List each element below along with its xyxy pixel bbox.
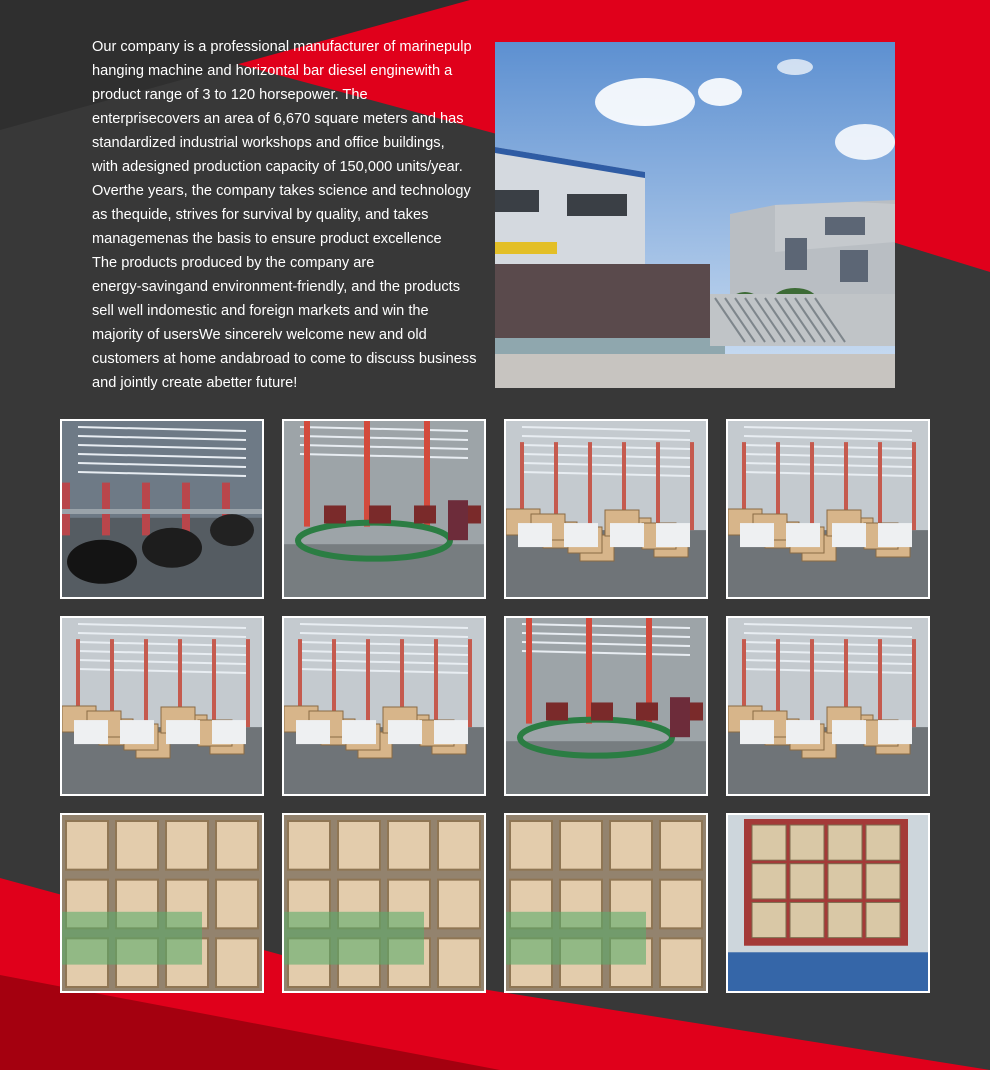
building-photo [60, 419, 264, 599]
company-intro-text [92, 35, 492, 395]
container-photo [726, 813, 930, 993]
intro-line: The products produced by the company are [92, 255, 375, 271]
intro-line: sell well indomestic and foreign markets and win the [92, 303, 429, 319]
assembly-line-photo [504, 616, 708, 796]
intro-line: Our company is a professional manufacturer of marinepulp [92, 39, 472, 55]
intro-line: energy-savingand environment-friendly, and the products [92, 279, 461, 295]
warehouse-photo [726, 616, 930, 796]
assembly-line-photo [282, 419, 486, 599]
crates-photo [504, 813, 708, 993]
intro-line: product range of 3 to 120 horsepower. The [92, 87, 368, 103]
factory-building-photo [495, 42, 895, 388]
warehouse-photo [60, 616, 264, 796]
intro-line: and jointly create abetter future! [92, 375, 298, 391]
intro-line: as thequide, strives for survival by quality, and takes [92, 207, 429, 223]
crates-photo [282, 813, 486, 993]
intro-line: customers at home andabroad to come to discuss business [92, 351, 477, 367]
crates-photo [60, 813, 264, 993]
intro-line: enterprisecovers an area of 6,670 square meters and has [92, 111, 464, 127]
warehouse-photo [282, 616, 486, 796]
intro-line: Overthe years, the company takes science and technology [92, 183, 471, 199]
intro-line: majority of usersWe sincerelv welcome new and old [92, 327, 427, 343]
warehouse-photo [726, 419, 930, 599]
intro-line: managemenas the basis to ensure product excellence [92, 231, 442, 247]
warehouse-photo [504, 419, 708, 599]
intro-line: hanging machine and horizontal bar diesel enginewith a [92, 63, 453, 79]
intro-line: with adesigned production capacity of 150,000 units/year. [92, 159, 463, 175]
intro-line: standardized industrial workshops and office buildings, [92, 135, 445, 151]
